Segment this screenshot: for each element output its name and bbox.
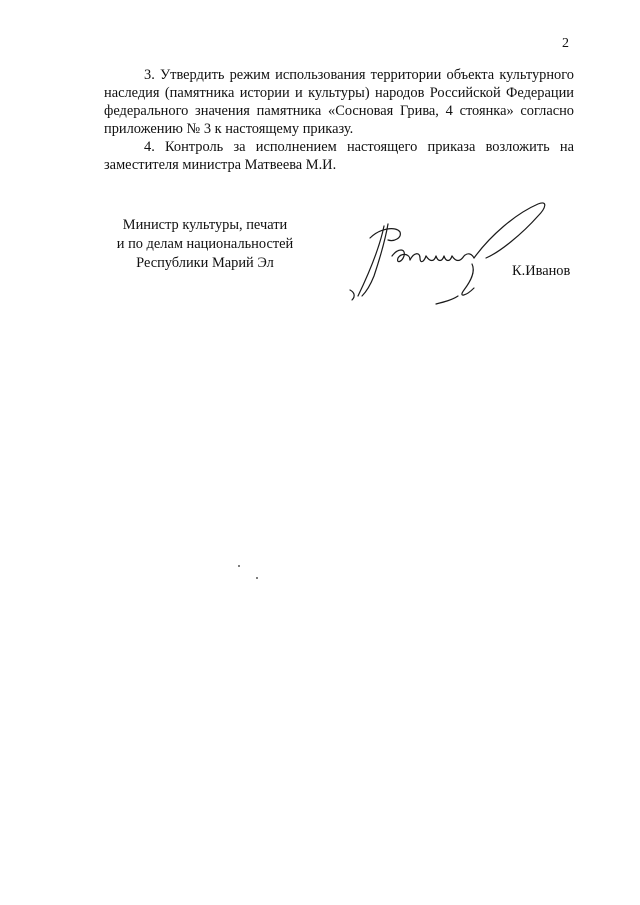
- scan-speck: [238, 565, 240, 567]
- scan-speck: [256, 577, 258, 579]
- paragraph-4: 4. Контроль за исполнением настоящего приказа возложить на заместителя министра Матвеева М.И.: [104, 139, 574, 173]
- handwritten-signature: [340, 196, 560, 316]
- signatory-title-line-2: и по делам национальностей: [116, 236, 294, 252]
- signer-name: К.Иванов: [512, 263, 571, 279]
- signatory-title-line-1: Министр культуры, печати: [122, 217, 288, 233]
- paragraph-3: 3. Утвердить режим использования территории объекта культурного наследия (памятника истории и культуры) народов Российской Федерации федерального значения памятника «Сосновая Грива, 4 стоянка» согласно приложению № 3 к настоящему приказу.: [104, 67, 574, 137]
- page-number: 2: [562, 36, 569, 51]
- signatory-title: [90, 216, 320, 273]
- document-body: [104, 66, 574, 174]
- signatory-title-line-3: Республики Марий Эл: [136, 255, 274, 271]
